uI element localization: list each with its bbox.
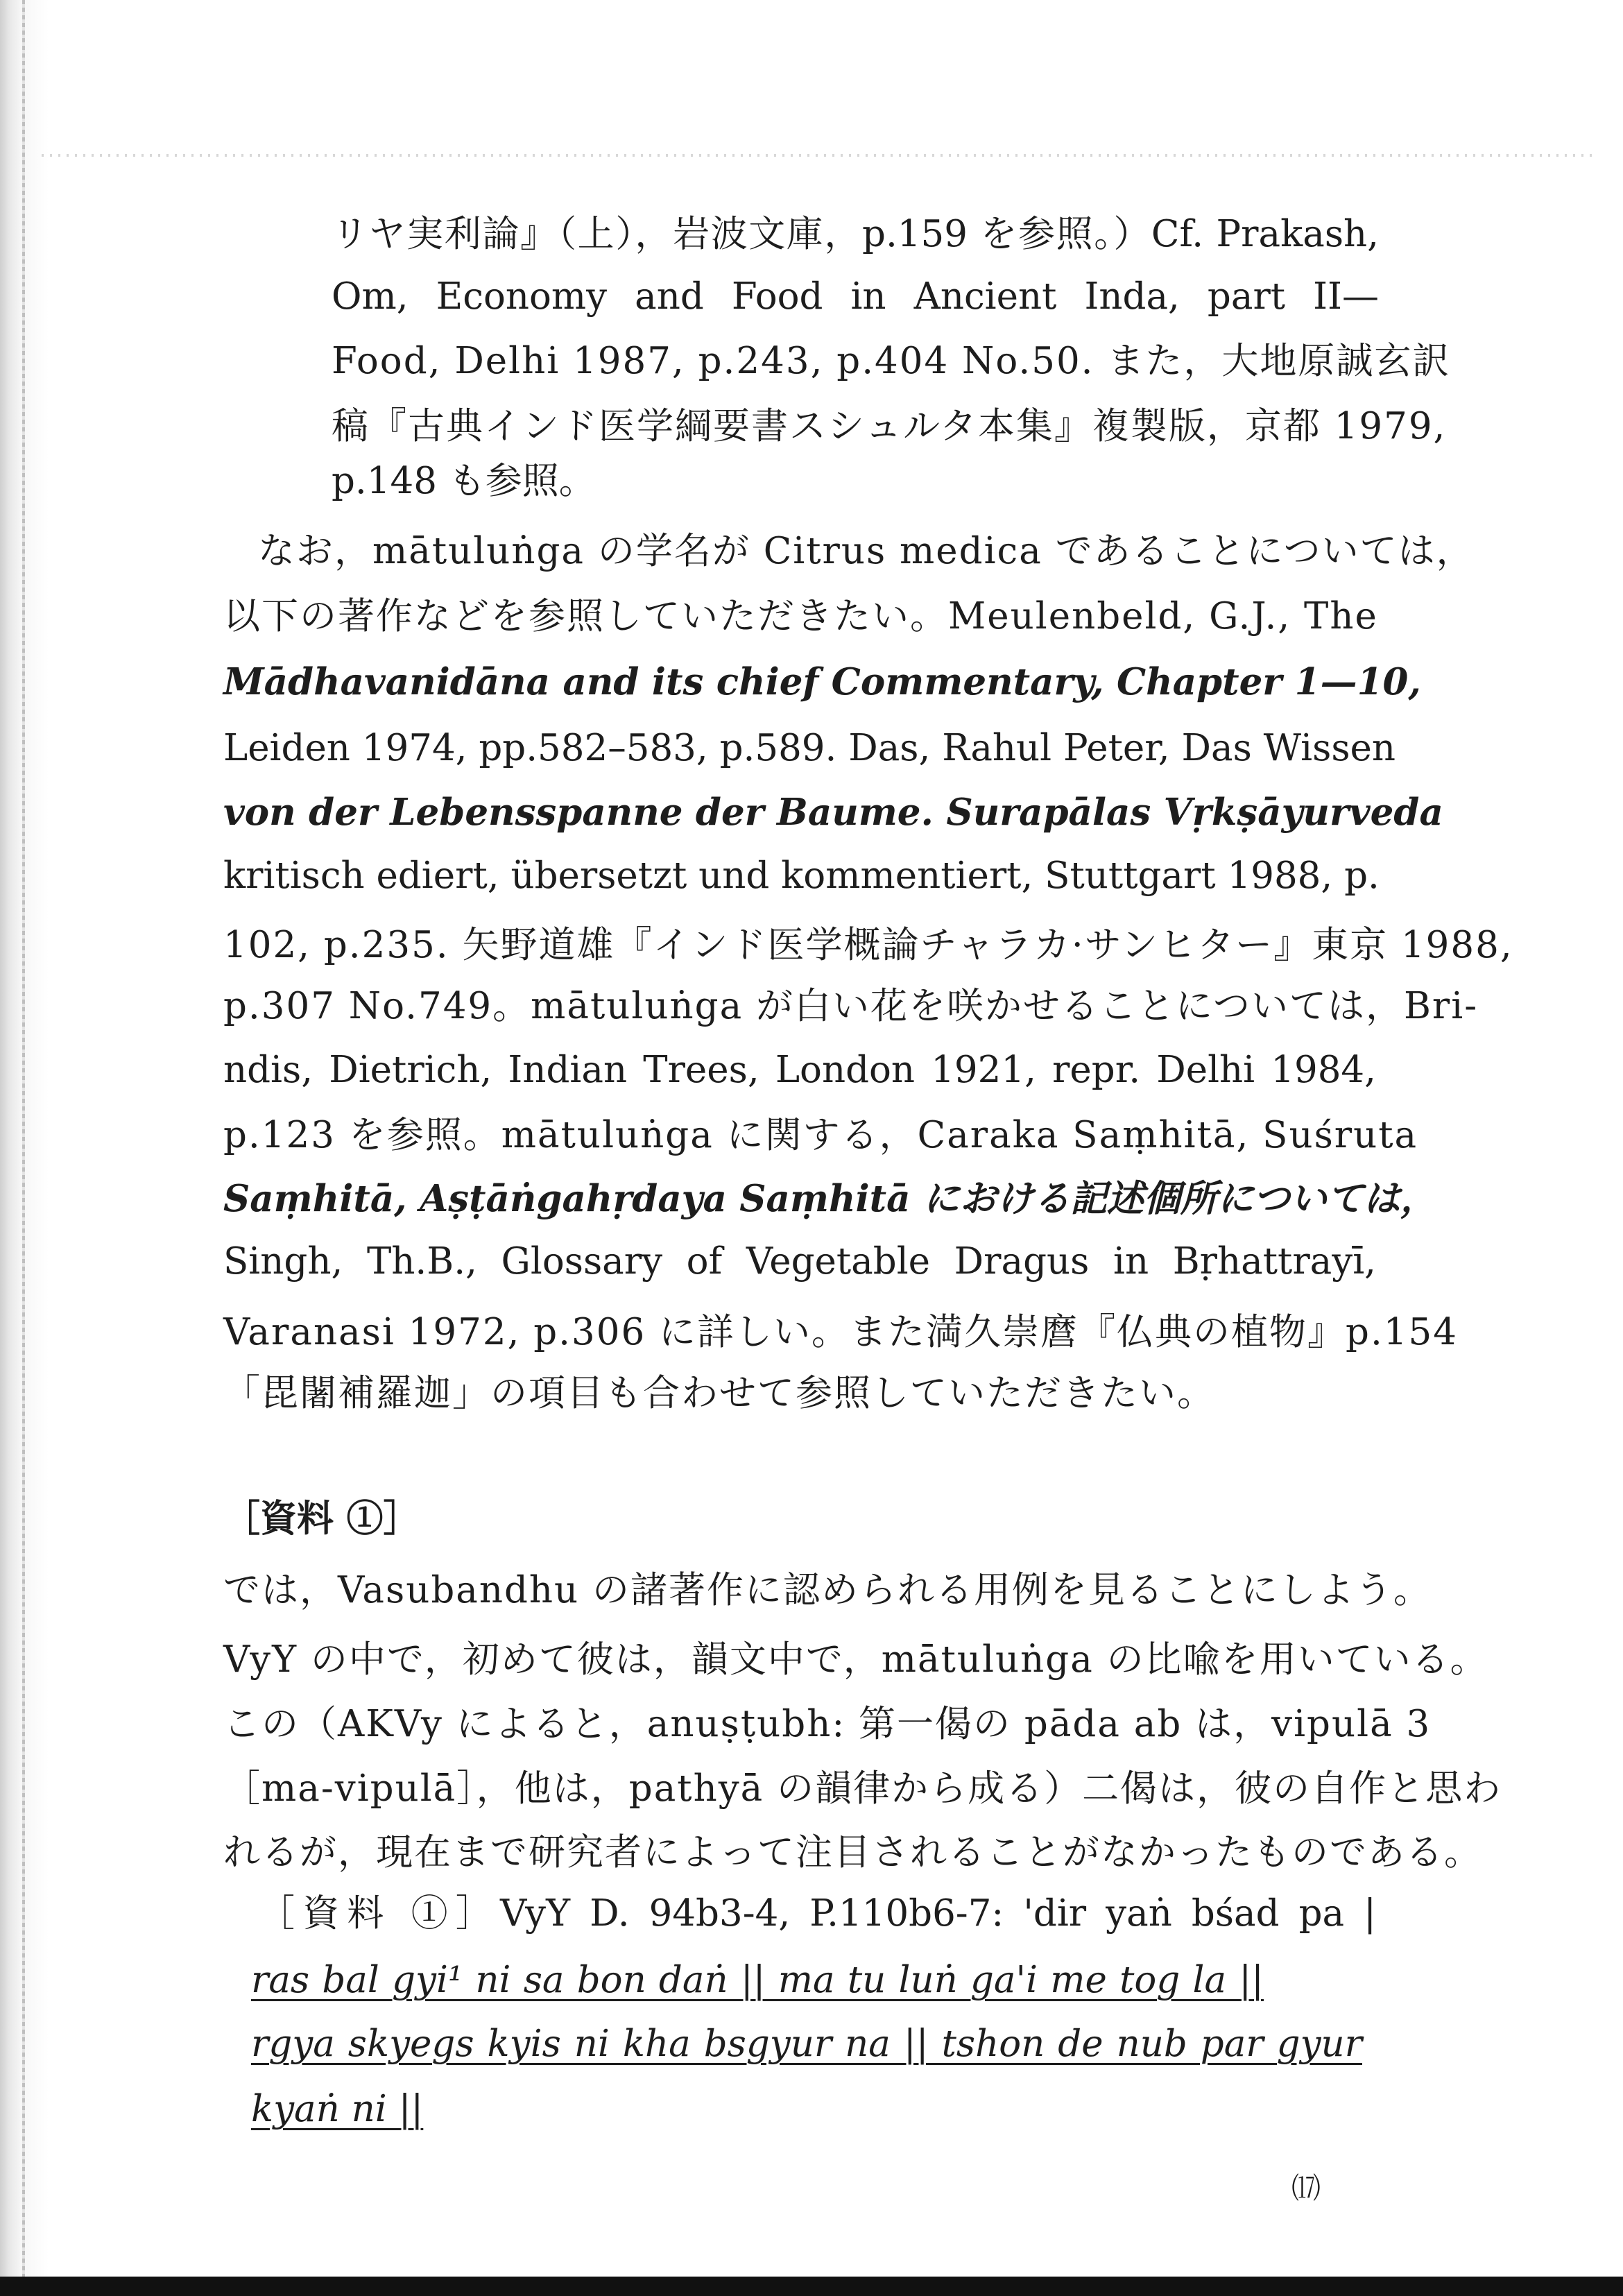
text-line: Mādhavanidāna and its chief Commentary, Chapter 1—10, bbox=[223, 660, 1421, 703]
text-line: p.123 を参照。mātuluṅga に関する，Caraka Saṃhitā, Suśruta bbox=[223, 1114, 1418, 1156]
text-line: 稿『古典インド医学綱要書スシュルタ本集』複製版，京都 1979, bbox=[332, 405, 1447, 447]
text-line: p.148 も参照。 bbox=[332, 460, 596, 502]
text-line: Singh, Th.B., Glossary of Vegetable Dragus in Bṛhattrayī, bbox=[223, 1240, 1376, 1283]
page-number: ⒄ bbox=[1291, 2171, 1321, 2205]
text-line: 以下の著作などを参照していただきたい。Meulenbeld, G.J., The bbox=[223, 595, 1378, 637]
text-line: Varanasi 1972, p.306 に詳しい。また満久崇麿『仏典の植物』p.154 bbox=[223, 1311, 1458, 1353]
line-segment: Om, Economy and Food in Ancient Inda, part II— bbox=[332, 275, 1379, 318]
text-line: 「毘闍補羅迦」の項目も合わせて参照していただきたい。 bbox=[223, 1372, 1215, 1414]
section-heading: ［資料 ①］ bbox=[223, 1497, 420, 1540]
text-line: ndis, Dietrich, Indian Trees, London 1921, repr. Delhi 1984, bbox=[223, 1049, 1376, 1091]
text-line: Saṃhitā, Aṣṭāṅgahṛdaya Saṃhitā における記述個所については， bbox=[223, 1177, 1437, 1220]
text-line: リヤ実利論』（上），岩波文庫，p.159 を参照。）Cf. Prakash, bbox=[332, 213, 1379, 255]
text-line: kritisch ediert, übersetzt und kommentiert, Stuttgart 1988, p. bbox=[223, 855, 1380, 897]
text-line: なお，mātuluṅga の学名が Citrus medica であることについては， bbox=[258, 530, 1475, 572]
text-line-underlined: rgya skyegs kyis ni kha bsgyur na || tshon de nub par gyur bbox=[251, 2023, 1362, 2065]
text-line: p.307 No.749。mātuluṅga が白い花を咲かせることについては，Bri- bbox=[223, 985, 1479, 1027]
text-line bbox=[332, 275, 1379, 318]
text-line: れるが，現在まで研究者によって注目されることがなかったものである。 bbox=[223, 1831, 1482, 1874]
text-line: ［資料 ①］VyY D. 94b3-4, P.110b6-7: 'dir yaṅ bśad pa | bbox=[258, 1892, 1376, 1935]
text-line: この（AKVy によると，anuṣṭubh: 第一偈の pāda ab は，vipulā 3 bbox=[223, 1703, 1432, 1745]
text-line: ［ma-vipulā］，他は，pathyā の韻律から成る）二偈は，彼の自作と思わ bbox=[223, 1767, 1502, 1810]
book-spine-edge bbox=[22, 0, 25, 2296]
scan-bottom-edge bbox=[0, 2277, 1623, 2296]
text-line: Leiden 1974, pp.582–583, p.589. Das, Rahul Peter, Das Wissen bbox=[223, 727, 1396, 769]
text-line: では，Vasubandhu の諸著作に認められる用例を見ることにしよう。 bbox=[223, 1569, 1432, 1611]
text-line: Food, Delhi 1987, p.243, p.404 No.50. また，大地原誠玄訳 bbox=[332, 340, 1451, 382]
text-line: VyY の中で，初めて彼は，韻文中で，mātuluṅga の比喩を用いている。 bbox=[223, 1638, 1488, 1681]
text-line: 102, p.235. 矢野道雄『インド医学概論チャラカ·サンヒター』東京 1988, bbox=[223, 924, 1513, 966]
scan-artifact-line bbox=[42, 154, 1595, 157]
text-line-underlined: kyaṅ ni || bbox=[251, 2088, 424, 2130]
text-line: von der Lebensspanne der Baume. Surapālas Vṛkṣāyurveda bbox=[223, 791, 1443, 834]
text-line-underlined: ras bal gyi¹ ni sa bon daṅ || ma tu luṅ ga'i me tog la || bbox=[251, 1959, 1264, 2001]
